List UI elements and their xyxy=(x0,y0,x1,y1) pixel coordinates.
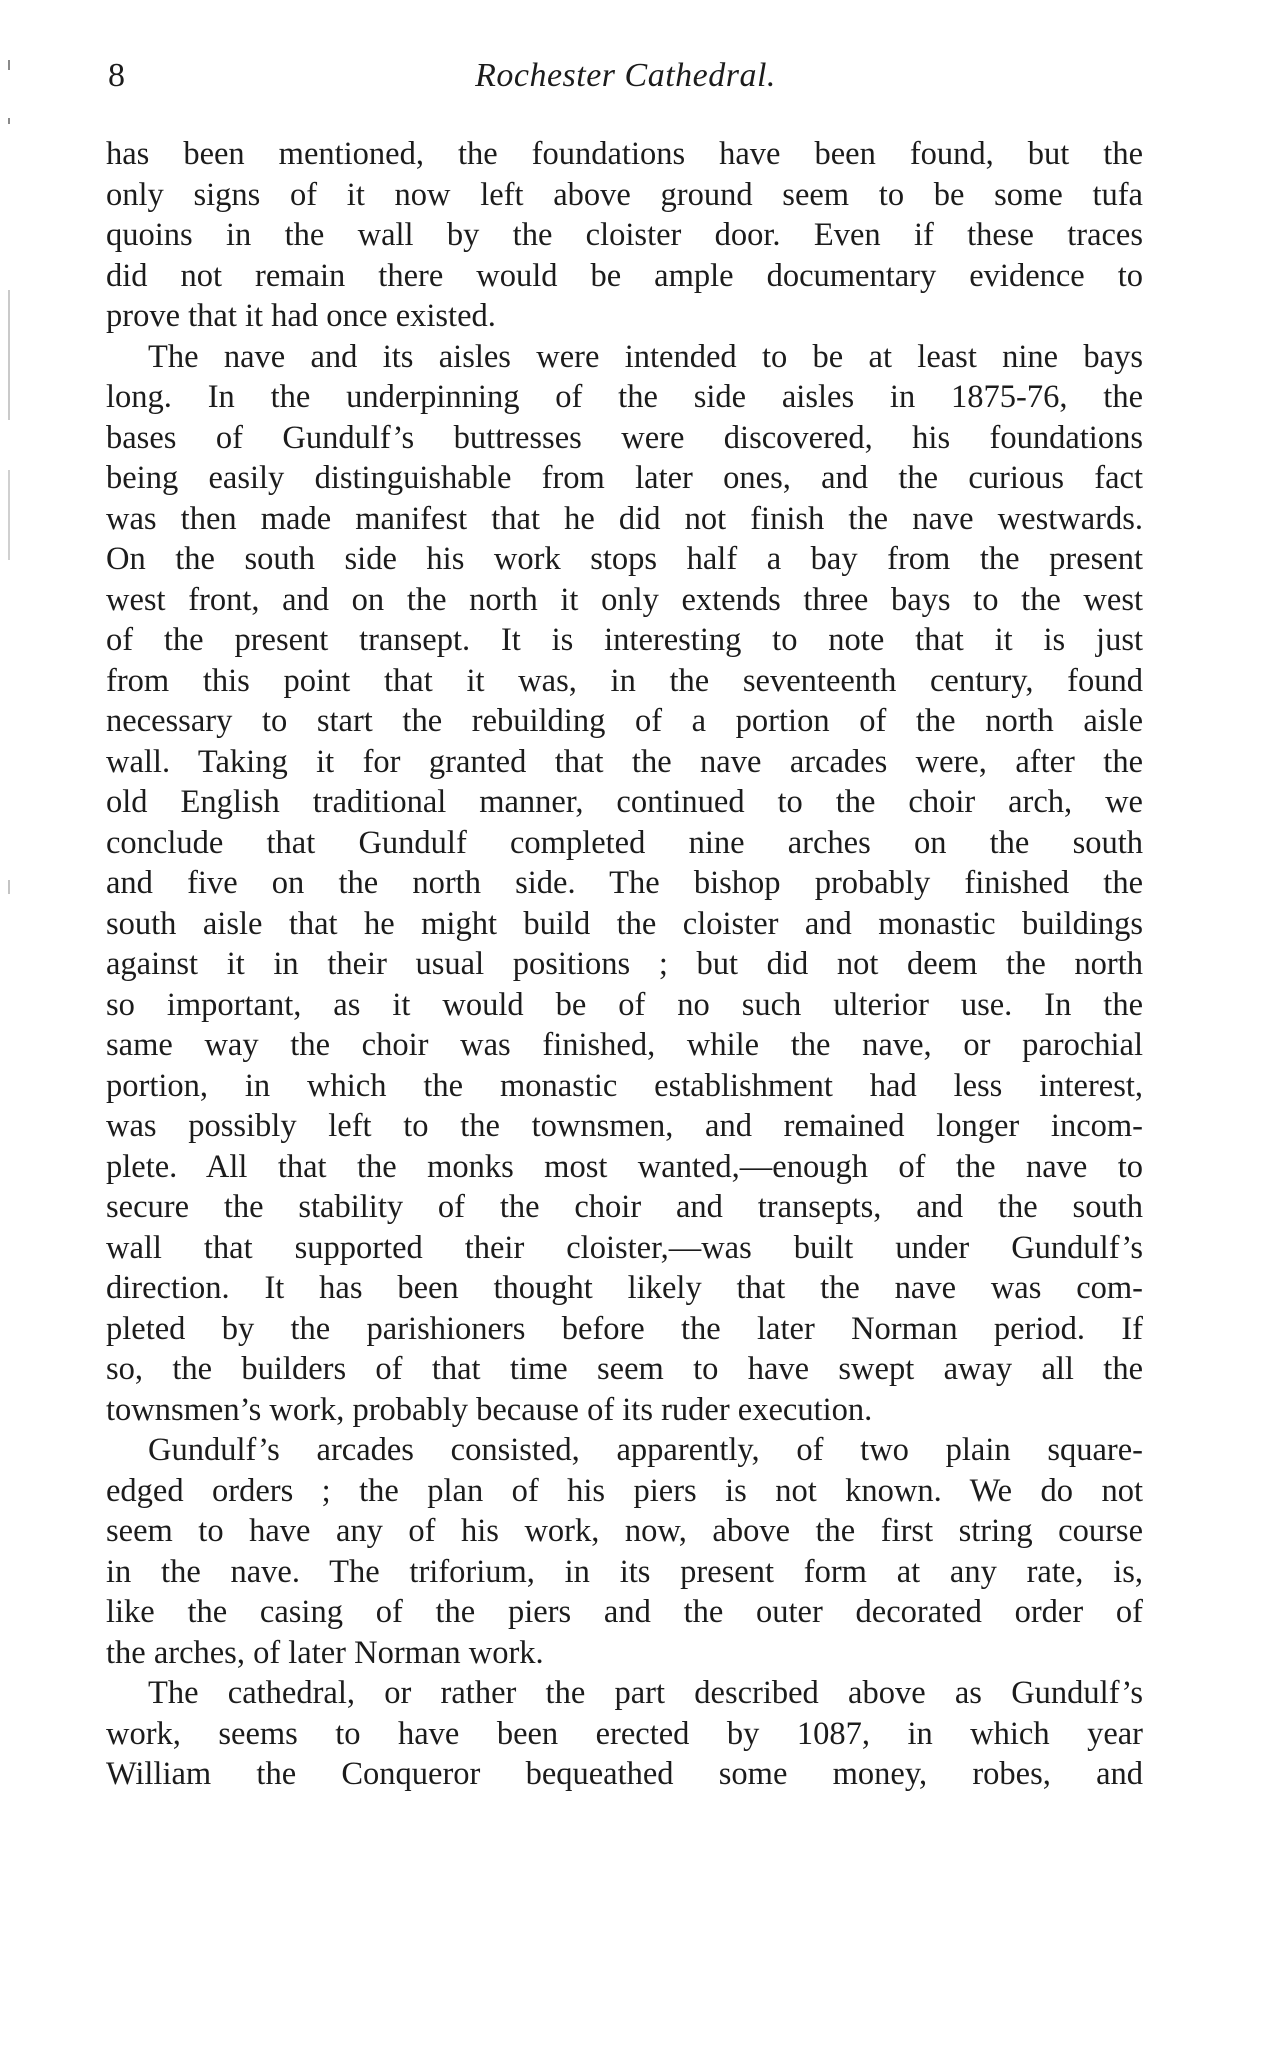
body-text xyxy=(106,134,1143,1795)
text-line: The nave and its aisles were intended to be at least nine bays xyxy=(148,338,1143,375)
page-number: 8 xyxy=(108,57,125,94)
text-line: conclude that Gundulf completed nine arches on the south xyxy=(106,824,1143,861)
text-line: edged orders ; the plan of his piers is not known. We do not xyxy=(106,1472,1143,1509)
paragraph xyxy=(106,1430,1143,1673)
text-line: from this point that it was, in the seventeenth century, found xyxy=(106,662,1143,699)
text-line: the arches, of later Norman work. xyxy=(106,1634,544,1671)
text-line: quoins in the wall by the cloister door. Even if these traces xyxy=(106,217,1143,253)
text-line: south aisle that he might build the cloister and monastic buildings xyxy=(106,905,1143,942)
text-line: was possibly left to the townsmen, and remained longer incom- xyxy=(106,1108,1143,1144)
margin-mark xyxy=(8,470,10,560)
text-line: wall that supported their cloister,—was built under Gundulf’s xyxy=(106,1229,1143,1266)
text-line: The cathedral, or rather the part described above as Gundulf’s xyxy=(148,1675,1143,1711)
text-line: seem to have any of his work, now, above the first string course xyxy=(106,1513,1143,1549)
text-line: work, seems to have been erected by 1087, in which year xyxy=(106,1715,1143,1752)
text-line: bases of Gundulf’s buttresses were discovered, his foundations xyxy=(106,419,1143,456)
text-line: pleted by the parishioners before the later Norman period. If xyxy=(106,1310,1143,1347)
text-line: was then made manifest that he did not finish the nave westwards. xyxy=(106,500,1143,537)
text-line: townsmen’s work, probably because of its ruder execution. xyxy=(106,1391,873,1428)
text-line: like the casing of the piers and the outer decorated order of xyxy=(106,1594,1143,1630)
text-line: being easily distinguishable from later ones, and the curious fact xyxy=(106,460,1143,496)
text-line: of the present transept. It is interesting to note that it is just xyxy=(106,622,1143,658)
text-line: prove that it had once existed. xyxy=(106,298,496,334)
text-line: so, the builders of that time seem to have swept away all the xyxy=(106,1351,1143,1387)
text-line: long. In the underpinning of the side aisles in 1875-76, the xyxy=(106,379,1143,415)
text-line: portion, in which the monastic establishment had less interest, xyxy=(106,1067,1143,1104)
text-line: necessary to start the rebuilding of a portion of the north aisle xyxy=(106,703,1143,739)
page-header xyxy=(108,56,1143,106)
text-line: On the south side his work stops half a bay from the present xyxy=(106,541,1143,577)
paragraph xyxy=(106,1673,1143,1795)
running-title: Rochester Cathedral. xyxy=(475,57,776,94)
text-line: west front, and on the north it only extends three bays to the west xyxy=(106,581,1143,618)
text-line: old English traditional manner, continued to the choir arch, we xyxy=(106,784,1143,820)
margin-mark xyxy=(8,118,10,124)
text-line: against it in their usual positions ; but did not deem the north xyxy=(106,946,1143,982)
text-line: direction. It has been thought likely that the nave was com- xyxy=(106,1270,1143,1306)
text-line: secure the stability of the choir and transepts, and the south xyxy=(106,1189,1143,1225)
text-line: wall. Taking it for granted that the nave arcades were, after the xyxy=(106,743,1143,780)
text-line: William the Conqueror bequeathed some money, robes, and xyxy=(106,1756,1143,1792)
paragraph xyxy=(106,134,1143,337)
margin-mark xyxy=(8,880,10,894)
text-line: so important, as it would be of no such ulterior use. In the xyxy=(106,986,1143,1023)
margin-mark xyxy=(8,290,10,420)
text-line: in the nave. The triforium, in its present form at any rate, is, xyxy=(106,1553,1143,1590)
text-line: same way the choir was finished, while the nave, or parochial xyxy=(106,1027,1143,1063)
text-line: has been mentioned, the foundations have been found, but the xyxy=(106,136,1143,172)
margin-mark xyxy=(8,60,10,70)
text-line: did not remain there would be ample documentary evidence to xyxy=(106,257,1143,294)
paragraph xyxy=(106,337,1143,1431)
binding-margin-marks xyxy=(0,0,14,2049)
text-line: only signs of it now left above ground seem to be some tufa xyxy=(106,176,1143,213)
text-line: and five on the north side. The bishop probably finished the xyxy=(106,865,1143,901)
text-line: plete. All that the monks most wanted,—enough of the nave to xyxy=(106,1148,1143,1185)
text-line: Gundulf’s arcades consisted, apparently, of two plain square- xyxy=(148,1432,1143,1468)
